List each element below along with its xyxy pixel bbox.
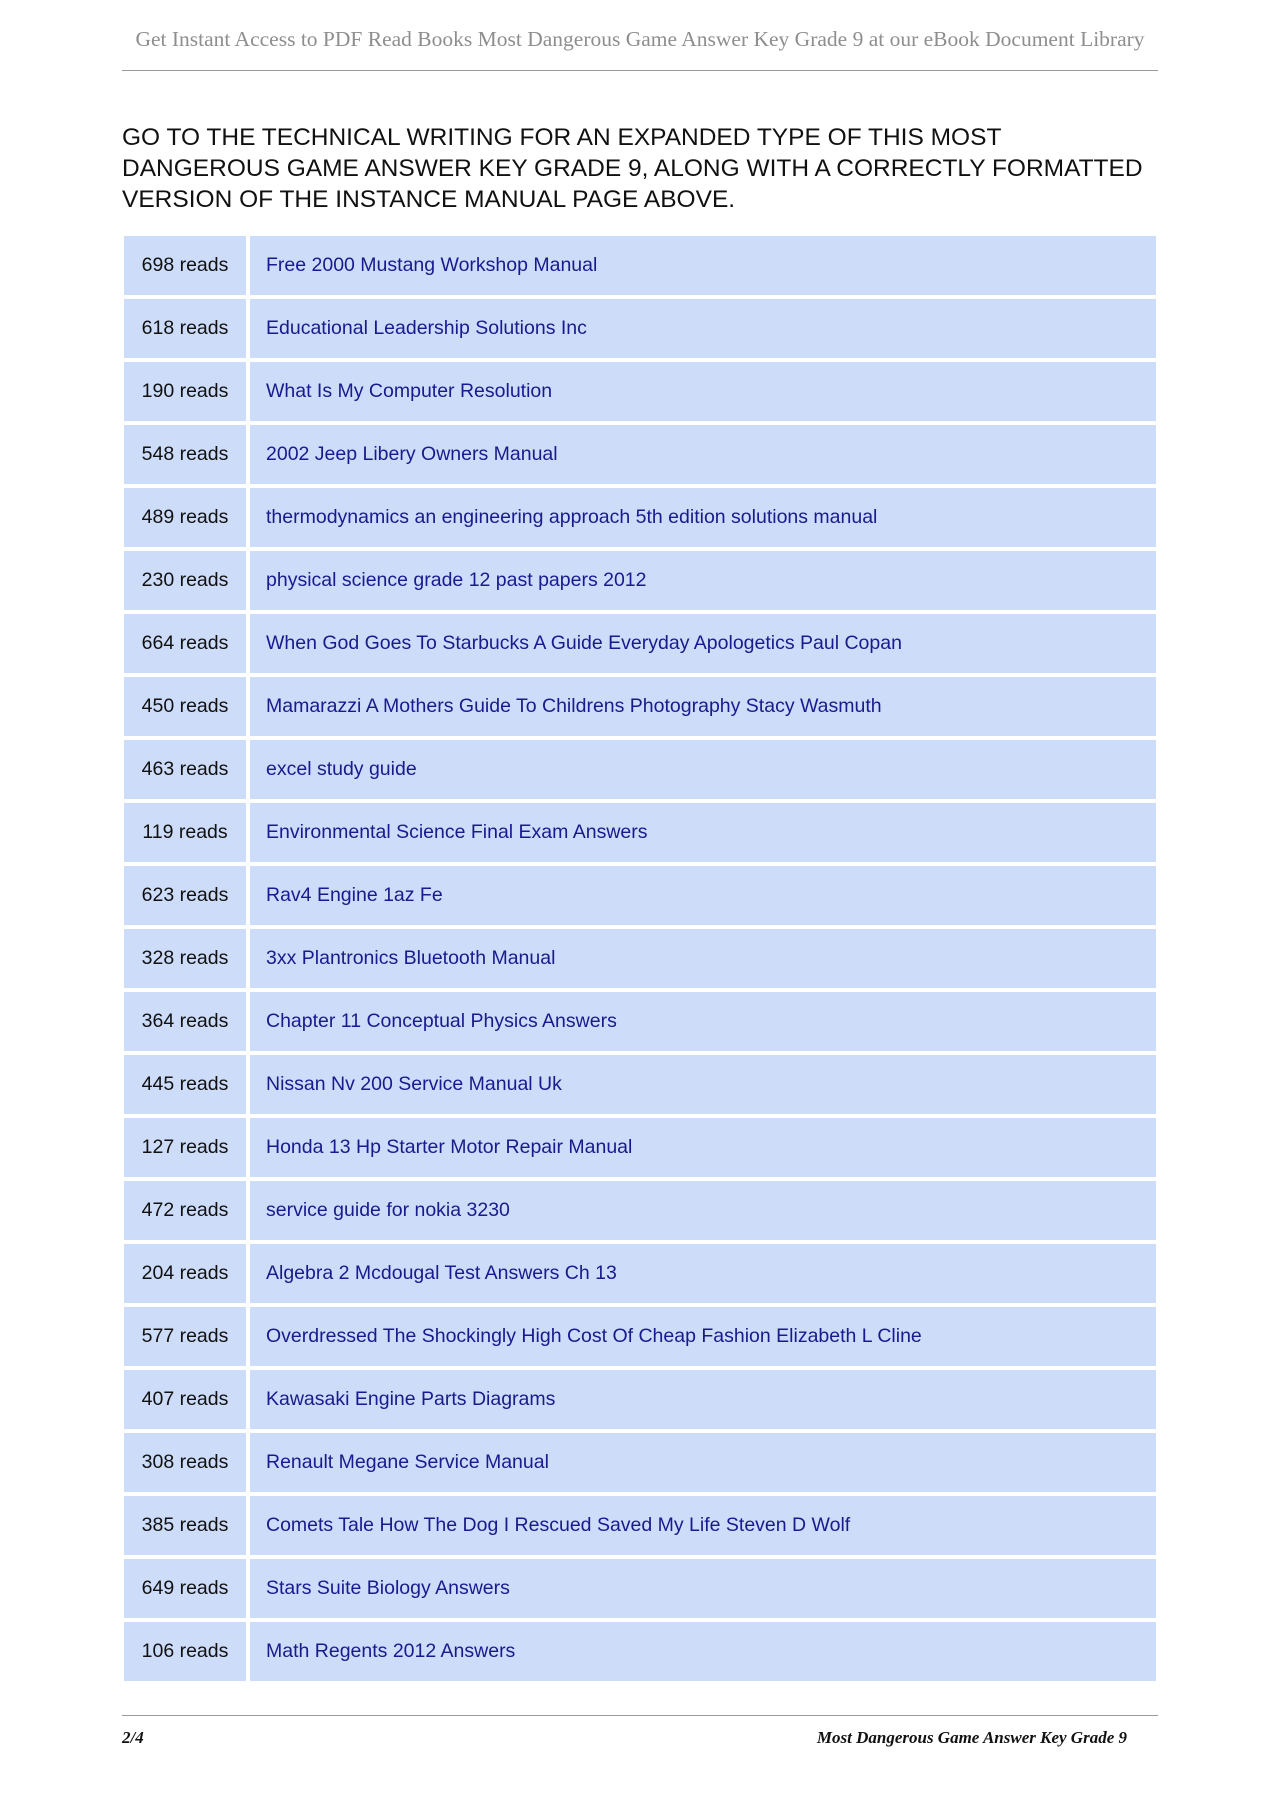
- book-title-link[interactable]: Kawasaki Engine Parts Diagrams: [250, 1370, 1156, 1429]
- list-item: [124, 488, 1156, 551]
- read-count: 204 reads: [124, 1244, 246, 1303]
- list-item: [124, 1622, 1156, 1685]
- read-count: 463 reads: [124, 740, 246, 799]
- list-item: [124, 1181, 1156, 1244]
- book-title-link[interactable]: Overdressed The Shockingly High Cost Of Cheap Fashion Elizabeth L Cline: [250, 1307, 1156, 1366]
- book-title-link[interactable]: Mamarazzi A Mothers Guide To Childrens Photography Stacy Wasmuth: [250, 677, 1156, 736]
- footer-title: Most Dangerous Game Answer Key Grade 9: [816, 1728, 1127, 1747]
- list-item: [124, 1307, 1156, 1370]
- list-item: [124, 551, 1156, 614]
- read-count: 577 reads: [124, 1307, 246, 1366]
- list-item: [124, 677, 1156, 740]
- list-item: [124, 1055, 1156, 1118]
- read-count: 407 reads: [124, 1370, 246, 1429]
- list-item: [124, 740, 1156, 803]
- intro-paragraph: GO TO THE TECHNICAL WRITING FOR AN EXPANDED TYPE OF THIS MOST DANGEROUS GAME ANSWER KEY GRADE 9, ALONG WITH A CORRECTLY FORMATTED VERSION OF THE INSTANCE MANUAL PAGE ABOVE.: [122, 124, 1143, 213]
- read-count: 127 reads: [124, 1118, 246, 1177]
- book-title-link[interactable]: Renault Megane Service Manual: [250, 1433, 1156, 1492]
- list-item: [124, 1118, 1156, 1181]
- read-count: 548 reads: [124, 425, 246, 484]
- read-count: 190 reads: [124, 362, 246, 421]
- list-item: [124, 1370, 1156, 1433]
- footer-divider: [122, 1715, 1158, 1716]
- read-count: 119 reads: [124, 803, 246, 862]
- book-title-link[interactable]: service guide for nokia 3230: [250, 1181, 1156, 1240]
- list-item: [124, 425, 1156, 488]
- book-title-link[interactable]: 2002 Jeep Libery Owners Manual: [250, 425, 1156, 484]
- book-title-link[interactable]: Comets Tale How The Dog I Rescued Saved My Life Steven D Wolf: [250, 1496, 1156, 1555]
- list-item: [124, 1496, 1156, 1559]
- read-count: 472 reads: [124, 1181, 246, 1240]
- read-count: 445 reads: [124, 1055, 246, 1114]
- list-item: [124, 992, 1156, 1055]
- read-count: 698 reads: [124, 236, 246, 295]
- read-count: 385 reads: [124, 1496, 246, 1555]
- book-title-link[interactable]: When God Goes To Starbucks A Guide Everyday Apologetics Paul Copan: [250, 614, 1156, 673]
- book-title-link[interactable]: Environmental Science Final Exam Answers: [250, 803, 1156, 862]
- read-count: 664 reads: [124, 614, 246, 673]
- list-item: [124, 1559, 1156, 1622]
- page-number: 2/4: [122, 1728, 144, 1747]
- book-title-link[interactable]: 3xx Plantronics Bluetooth Manual: [250, 929, 1156, 988]
- book-title-link[interactable]: Honda 13 Hp Starter Motor Repair Manual: [250, 1118, 1156, 1177]
- list-item: [124, 1433, 1156, 1496]
- book-list: [124, 236, 1156, 1685]
- book-title-link[interactable]: Stars Suite Biology Answers: [250, 1559, 1156, 1618]
- book-title-link[interactable]: Rav4 Engine 1az Fe: [250, 866, 1156, 925]
- read-count: 649 reads: [124, 1559, 246, 1618]
- list-item: [124, 1244, 1156, 1307]
- read-count: 308 reads: [124, 1433, 246, 1492]
- book-title-link[interactable]: Chapter 11 Conceptual Physics Answers: [250, 992, 1156, 1051]
- read-count: 450 reads: [124, 677, 246, 736]
- book-title-link[interactable]: What Is My Computer Resolution: [250, 362, 1156, 421]
- book-title-link[interactable]: Educational Leadership Solutions Inc: [250, 299, 1156, 358]
- read-count: 106 reads: [124, 1622, 246, 1681]
- read-count: 230 reads: [124, 551, 246, 610]
- read-count: 328 reads: [124, 929, 246, 988]
- read-count: 623 reads: [124, 866, 246, 925]
- list-item: [124, 614, 1156, 677]
- list-item: [124, 299, 1156, 362]
- list-item: [124, 803, 1156, 866]
- book-title-link[interactable]: Free 2000 Mustang Workshop Manual: [250, 236, 1156, 295]
- list-item: [124, 866, 1156, 929]
- read-count: 618 reads: [124, 299, 246, 358]
- list-item: [124, 929, 1156, 992]
- book-title-link[interactable]: Algebra 2 Mcdougal Test Answers Ch 13: [250, 1244, 1156, 1303]
- book-title-link[interactable]: physical science grade 12 past papers 2012: [250, 551, 1156, 610]
- book-title-link[interactable]: excel study guide: [250, 740, 1156, 799]
- read-count: 489 reads: [124, 488, 246, 547]
- list-item: [124, 236, 1156, 299]
- book-title-link[interactable]: Nissan Nv 200 Service Manual Uk: [250, 1055, 1156, 1114]
- read-count: 364 reads: [124, 992, 246, 1051]
- book-title-link[interactable]: Math Regents 2012 Answers: [250, 1622, 1156, 1681]
- list-item: [124, 362, 1156, 425]
- page-header: Get Instant Access to PDF Read Books Most Dangerous Game Answer Key Grade 9 at our eBook Document Library: [122, 28, 1158, 71]
- book-title-link[interactable]: thermodynamics an engineering approach 5th edition solutions manual: [250, 488, 1156, 547]
